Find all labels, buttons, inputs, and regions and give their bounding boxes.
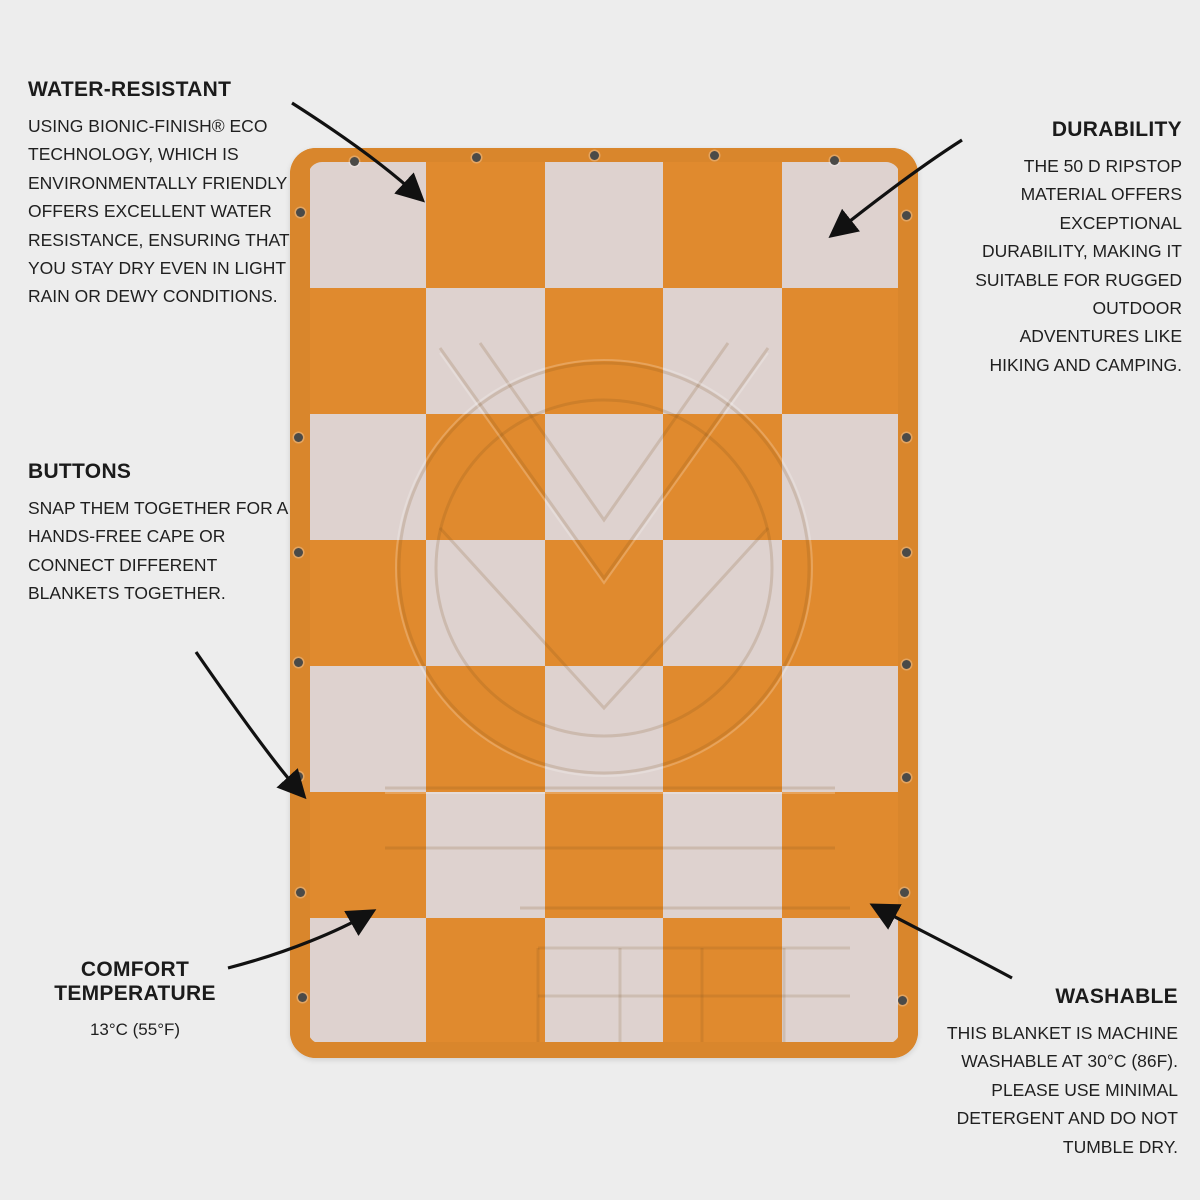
- snap-button: [902, 660, 911, 669]
- callout-body-buttons: SNAP THEM TOGETHER FOR A HANDS-FREE CAPE OR CONNECT DIFFERENT BLANKETS TOGETHER.: [28, 498, 288, 604]
- checker-cell: [426, 162, 544, 288]
- checker-cell: [545, 918, 663, 1044]
- blanket-bottom-trim: [290, 1042, 918, 1058]
- checker-cell: [663, 288, 781, 414]
- arrow-buttons: [196, 652, 300, 792]
- checker-cell: [782, 666, 900, 792]
- checker-cell: [545, 792, 663, 918]
- snap-button: [902, 433, 911, 442]
- snap-button: [900, 888, 909, 897]
- checker-pattern: [308, 162, 900, 1044]
- checker-cell: [426, 414, 544, 540]
- checker-cell: [308, 414, 426, 540]
- callout-body-washable: THIS BLANKET IS MACHINE WASHABLE AT 30°C (86F). PLEASE USE MINIMAL DETERGENT AND DO NOT TUMBLE DRY.: [946, 1023, 1178, 1157]
- snap-button: [472, 153, 481, 162]
- product-image: [290, 148, 918, 1058]
- callout-title-comfort-temperature: COMFORT TEMPERATURE: [54, 958, 216, 1006]
- blanket: [290, 148, 918, 1058]
- snap-button: [298, 993, 307, 1002]
- checker-cell: [308, 162, 426, 288]
- checker-cell: [663, 918, 781, 1044]
- checker-cell: [308, 792, 426, 918]
- callout-body-durability: THE 50 D RIPSTOP MATERIAL OFFERS EXCEPTIONAL DURABILITY, MAKING IT SUITABLE FOR RUGGED OUTDOOR ADVENTURES LIKE HIKING AND CAMPING.: [975, 156, 1182, 375]
- checker-cell: [545, 414, 663, 540]
- checker-cell: [308, 540, 426, 666]
- snap-button: [902, 548, 911, 557]
- snap-button: [590, 151, 599, 160]
- checker-cell: [663, 540, 781, 666]
- checker-cell: [308, 666, 426, 792]
- checker-cell: [545, 288, 663, 414]
- checker-cell: [663, 792, 781, 918]
- callout-title-durability: DURABILITY: [1051, 118, 1182, 141]
- checker-cell: [308, 918, 426, 1044]
- checker-cell: [782, 414, 900, 540]
- callout-body-water-resistant: USING BIONIC-FINISH® ECO TECHNOLOGY, WHICH IS ENVIRONMENTALLY FRIENDLY OFFERS EXCELLENT WATER RESISTANCE, ENSURING THAT YOU STAY DRY EVEN IN LIGHT RAIN OR DEWY CONDITIONS.: [28, 116, 290, 307]
- checker-cell: [663, 162, 781, 288]
- snap-button: [294, 658, 303, 667]
- snap-button: [294, 772, 303, 781]
- checker-cell: [426, 540, 544, 666]
- checker-cell: [426, 666, 544, 792]
- callout-comfort-temperature: [30, 958, 240, 1044]
- checker-cell: [782, 288, 900, 414]
- checker-cell: [426, 918, 544, 1044]
- callout-buttons: [28, 460, 288, 608]
- checker-cell: [426, 288, 544, 414]
- blanket-top-trim: [290, 148, 918, 162]
- snap-button: [830, 156, 839, 165]
- callout-washable: [898, 985, 1178, 1161]
- callout-title-washable: WASHABLE: [1055, 985, 1178, 1008]
- checker-cell: [545, 162, 663, 288]
- callout-durability: [972, 118, 1182, 379]
- callout-body-comfort-temperature: 13°C (55°F): [89, 1020, 181, 1040]
- snap-button: [350, 157, 359, 166]
- checker-cell: [308, 288, 426, 414]
- snap-button: [294, 548, 303, 557]
- snap-button: [294, 433, 303, 442]
- snap-button: [902, 211, 911, 220]
- checker-cell: [782, 918, 900, 1044]
- blanket-right-trim: [898, 148, 918, 1058]
- snap-button: [710, 151, 719, 160]
- checker-cell: [545, 540, 663, 666]
- checker-cell: [663, 414, 781, 540]
- snap-button: [902, 773, 911, 782]
- callout-title-buttons: BUTTONS: [28, 460, 132, 483]
- checker-cell: [545, 666, 663, 792]
- checker-cell: [782, 162, 900, 288]
- checker-cell: [426, 792, 544, 918]
- checker-cell: [663, 666, 781, 792]
- callout-title-water-resistant: WATER-RESISTANT: [28, 78, 232, 101]
- checker-cell: [782, 792, 900, 918]
- snap-button: [296, 888, 305, 897]
- checker-cell: [782, 540, 900, 666]
- callout-water-resistant: [28, 78, 298, 311]
